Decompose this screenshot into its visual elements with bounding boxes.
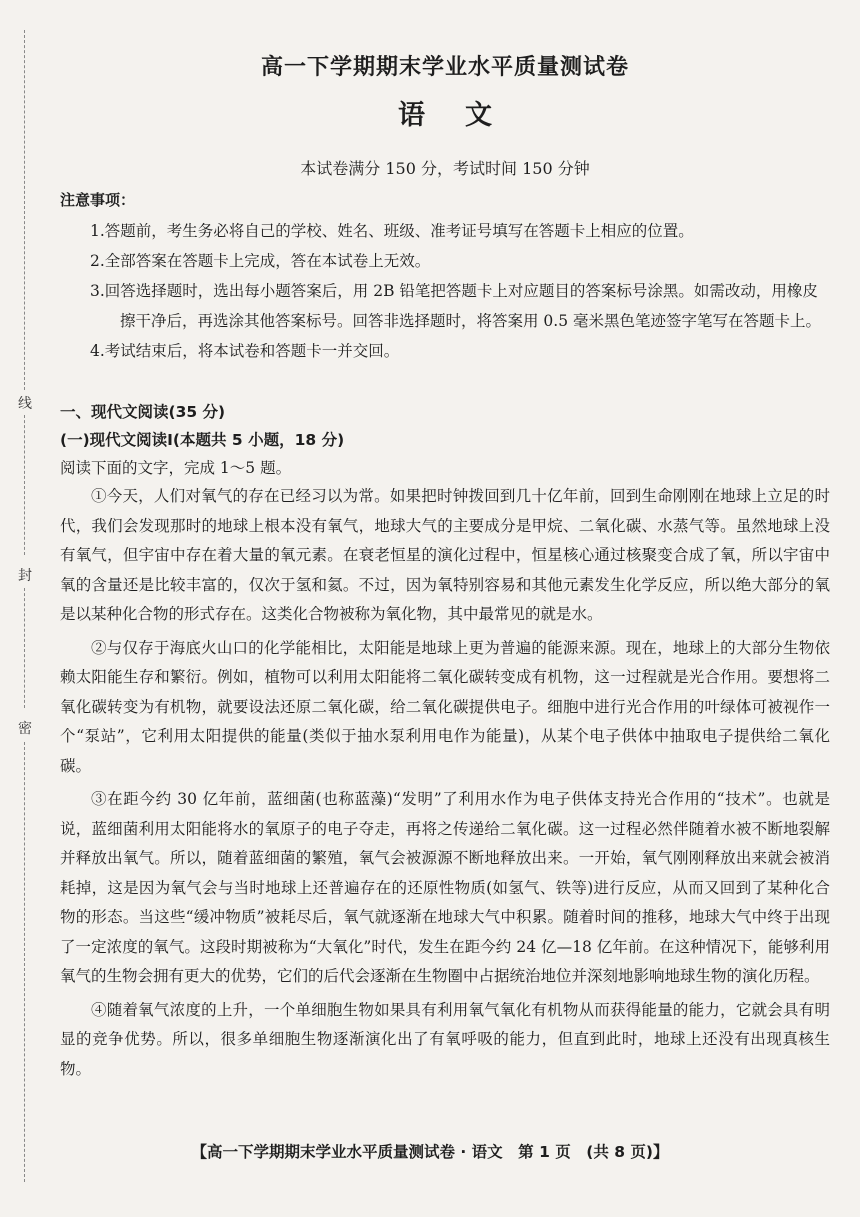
passage-paragraph-2: ②与仅存于海底火山口的化学能相比，太阳能是地球上更为普遍的能源来源。现在，地球上的大部分生物依赖太阳能生存和繁衍。例如，植物可以利用太阳能将二氧化碳转变成有机物，这一过程就是光合作用。要想将二氧化碳转变为有机物，就要设法还原二氧化碳，给二氧化碳提供电子。细胞中进行光合作用的叶绿体可被视作一个“泵站”，它利用太阳提供的能量(类似于抽水泵利用电作为能量)，从某个电子供体中抽取电子提供给二氧化碳。 bbox=[60, 638, 830, 775]
passage-paragraph-4: ④随着氧气浓度的上升，一个单细胞生物如果具有利用氧气氧化有机物从而获得能量的能力，它就会具有明显的竞争优势。所以，很多单细胞生物逐渐演化出了有氧呼吸的能力，但直到此时，地球上还没有出现真核生物。 bbox=[60, 1000, 830, 1078]
notice-list bbox=[60, 216, 830, 366]
binding-dash-line bbox=[24, 30, 25, 390]
passage-paragraph-1: ①今天，人们对氧气的存在已经习以为常。如果把时钟拨回到几十亿年前，回到生命刚刚在地球上立足的时代，我们会发现那时的地球上根本没有氧气，地球大气的主要成分是甲烷、二氧化碳、水蒸气等。虽然地球上没有氧气，但宇宙中存在着大量的氧元素。在衰老恒星的演化过程中，恒星核心通过核聚变合成了氧，所以宇宙中氧的含量还是比较丰富的，仅次于氢和氦。不过，因为氧特别容易和其他元素发生化学反应，所以绝大部分的氧是以某种化合物的形式存在。这类化合物被称为氧化物，其中最常见的就是水。 bbox=[60, 487, 830, 623]
notice-item: 1.答题前，考生务必将自己的学校、姓名、班级、准考证号填写在答题卡上相应的位置。 bbox=[90, 222, 694, 240]
subject-title: 语文 bbox=[398, 100, 532, 131]
notice-item: 3.回答选择题时，选出每小题答案后，用 2B 铅笔把答题卡上对应题目的答案标号涂黑。如需改动，用橡皮擦干净后，再选涂其他答案标号。回答非选择题时，将答案用 0.5 毫米黑色笔迹签字笔写在答题卡上。 bbox=[90, 282, 822, 330]
page-footer: 【高一下学期期末学业水平质量测试卷 · 语文 第 1 页 (共 8 页)】 bbox=[191, 1143, 669, 1161]
exam-page bbox=[60, 50, 830, 1084]
exam-info: 本试卷满分 150 分，考试时间 150 分钟 bbox=[300, 159, 590, 178]
binding-dash-line bbox=[24, 588, 25, 708]
binding-dash-line bbox=[24, 742, 25, 1182]
notice-item: 2.全部答案在答题卡上完成，答在本试卷上无效。 bbox=[90, 252, 431, 270]
binding-mark-feng: 封 bbox=[18, 568, 32, 584]
binding-mark-mi: 密 bbox=[18, 721, 32, 737]
binding-margin bbox=[0, 0, 40, 1217]
exam-title: 高一下学期期末学业水平质量测试卷 bbox=[260, 55, 629, 80]
subsection-heading: (一)现代文阅读Ⅰ(本题共 5 小题，18 分) bbox=[60, 431, 345, 449]
notice-item: 4.考试结束后，将本试卷和答题卡一并交回。 bbox=[90, 342, 400, 360]
passage-paragraph-3: ③在距今约 30 亿年前，蓝细菌(也称蓝藻)“发明”了利用水作为电子供体支持光合作用的“技术”。也就是说，蓝细菌利用太阳能将水的氧原子的电子夺走，再将之传递给二氧化碳。这一过程必然伴随着水被不断地裂解并释放出氧气。所以，随着蓝细菌的繁殖，氧气会被源源不断地释放出来。一开始，氧气刚刚释放出来就会被消耗掉，这是因为氧气会与当时地球上还普遍存在的还原性物质(如氢气、铁等)进行反应，从而又回到了某种化合物的形态。当这些“缓冲物质”被耗尽后，氧气就逐渐在地球大气中积累。随着时间的推移，地球大气中终于出现了一定浓度的氧气。这段时期被称为“大氧化”时代，发生在距今约 24 亿—18 亿年前。在这种情况下，能够利用氧气的生物会拥有更大的优势，它们的后代会逐渐在生物圈中占据统治地位并深刻地影响地球生物的演化历程。 bbox=[60, 790, 830, 985]
reading-instruction: 阅读下面的文字，完成 1～5 题。 bbox=[60, 459, 292, 477]
notice-heading: 注意事项： bbox=[60, 191, 136, 209]
binding-mark-xian: 线 bbox=[18, 396, 32, 412]
section-heading: 一、现代文阅读(35 分) bbox=[60, 403, 226, 421]
binding-dash-line bbox=[24, 415, 25, 555]
